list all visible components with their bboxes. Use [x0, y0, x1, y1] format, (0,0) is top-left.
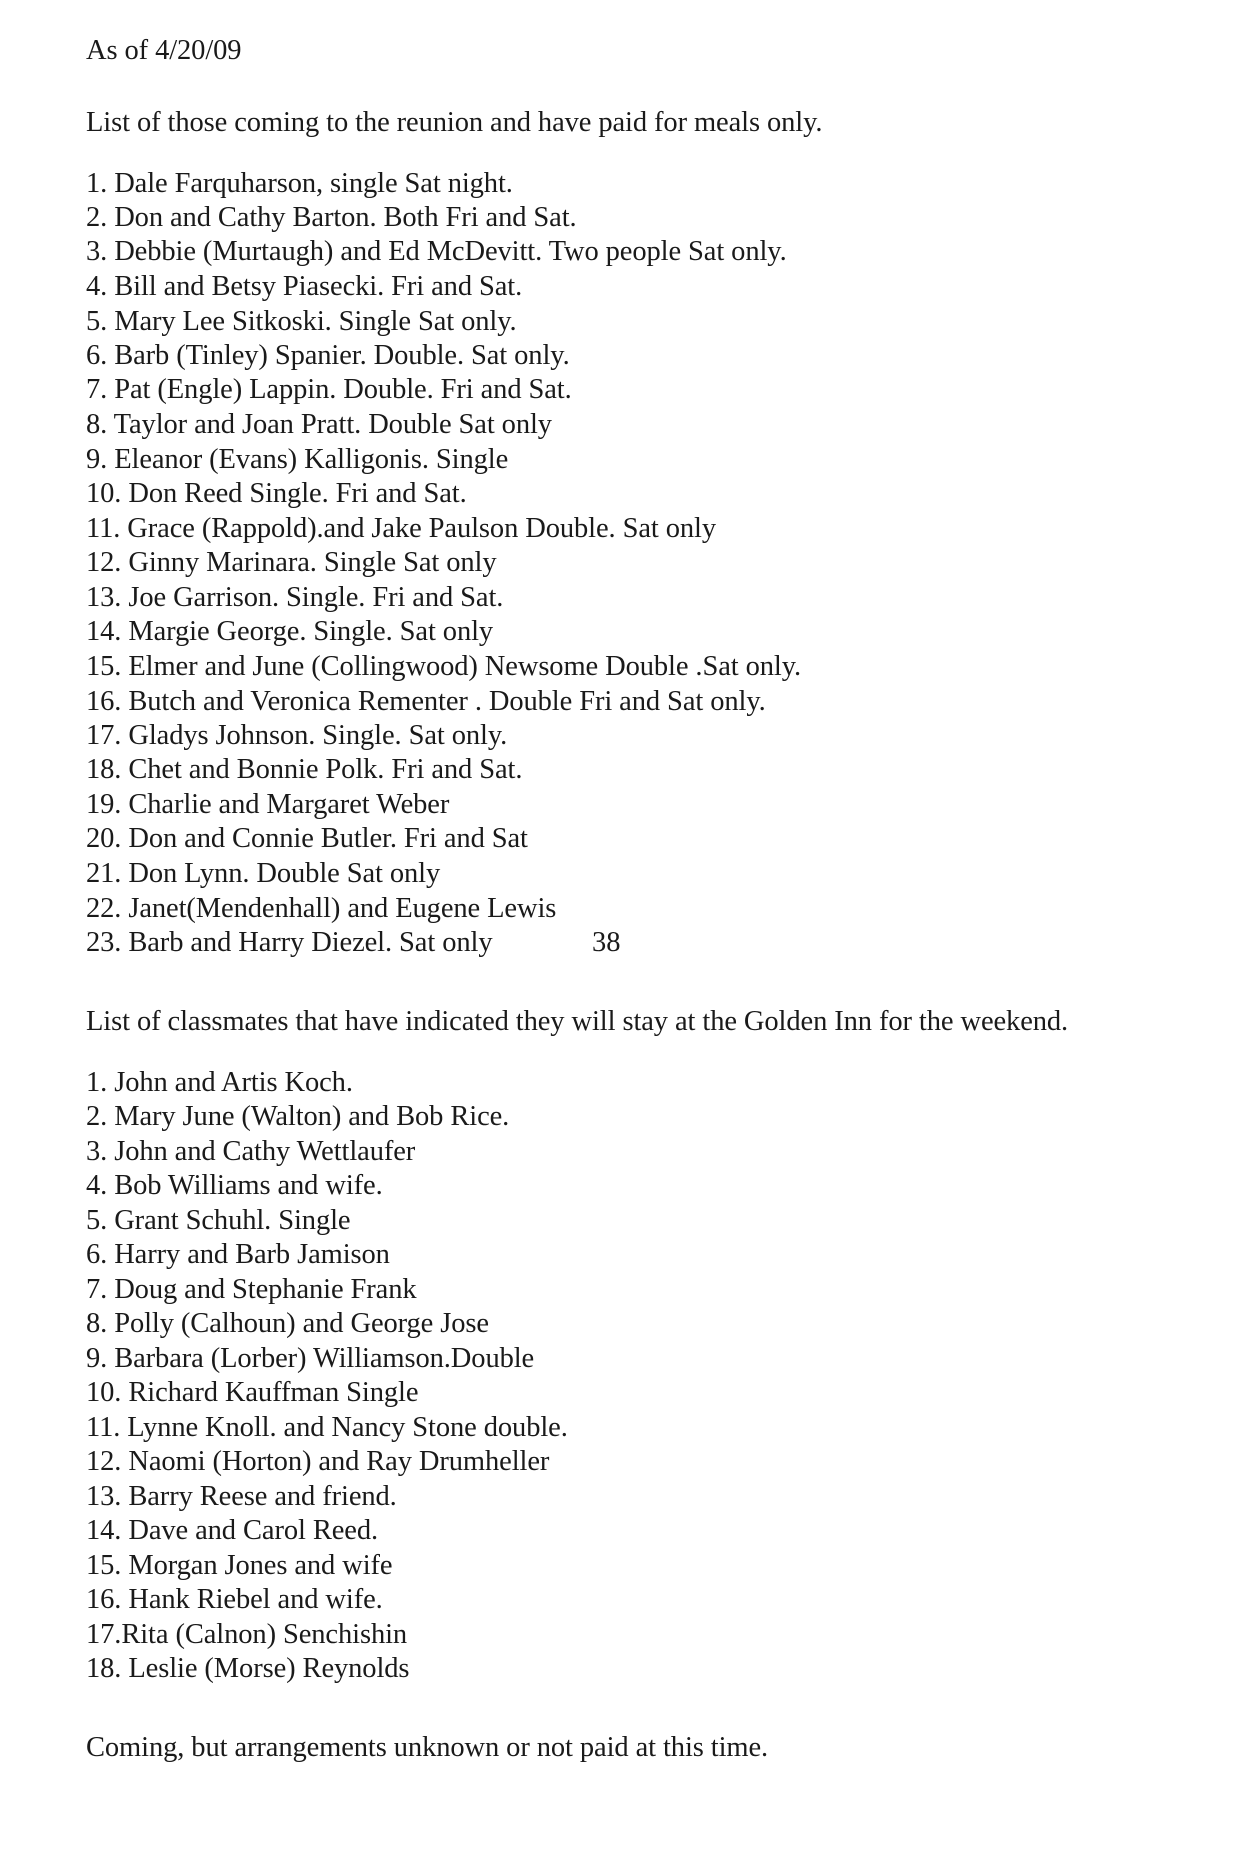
list-item: 6. Barb (Tinley) Spanier. Double. Sat only.: [86, 340, 570, 371]
list-item: 15. Morgan Jones and wife: [86, 1550, 393, 1581]
list-item: 13. Barry Reese and friend.: [86, 1481, 397, 1512]
golden-inn-heading: List of classmates that have indicated they will stay at the Golden Inn for the weekend.: [86, 1006, 1069, 1037]
list-item: 18. Leslie (Morse) Reynolds: [86, 1653, 410, 1684]
list-item: 5. Grant Schuhl. Single: [86, 1205, 351, 1236]
list-item: 18. Chet and Bonnie Polk. Fri and Sat.: [86, 754, 523, 785]
list-item: 14. Dave and Carol Reed.: [86, 1515, 379, 1546]
list-item: 16. Hank Riebel and wife.: [86, 1584, 383, 1615]
list-item: 2. Don and Cathy Barton. Both Fri and Sat.: [86, 202, 577, 233]
date-line: As of 4/20/09: [86, 35, 242, 66]
list-item: 9. Eleanor (Evans) Kalligonis. Single: [86, 444, 509, 475]
list-item: 21. Don Lynn. Double Sat only: [86, 858, 441, 889]
list-item: 3. Debbie (Murtaugh) and Ed McDevitt. Two people Sat only.: [86, 236, 787, 267]
list-item: 16. Butch and Veronica Rementer . Double Fri and Sat only.: [86, 686, 766, 717]
list-item: 1. Dale Farquharson, single Sat night.: [86, 168, 513, 199]
list-item: 2. Mary June (Walton) and Bob Rice.: [86, 1101, 510, 1132]
list-item: 17.Rita (Calnon) Senchishin: [86, 1619, 408, 1650]
list-item: 11. Lynne Knoll. and Nancy Stone double.: [86, 1412, 568, 1443]
list-item: 4. Bill and Betsy Piasecki. Fri and Sat.: [86, 271, 523, 302]
list-item: 8. Polly (Calhoun) and George Jose: [86, 1308, 489, 1339]
list-item: 14. Margie George. Single. Sat only: [86, 616, 494, 647]
list-item: 4. Bob Williams and wife.: [86, 1170, 383, 1201]
list-item: 19. Charlie and Margaret Weber: [86, 789, 450, 820]
unknown-heading: Coming, but arrangements unknown or not paid at this time.: [86, 1732, 769, 1763]
list-item: 12. Naomi (Horton) and Ray Drumheller: [86, 1446, 550, 1477]
list-item: 5. Mary Lee Sitkoski. Single Sat only.: [86, 306, 517, 337]
list-item: 3. John and Cathy Wettlaufer: [86, 1136, 416, 1167]
list-item: 11. Grace (Rappold).and Jake Paulson Double. Sat only: [86, 513, 717, 544]
list-item: 10. Richard Kauffman Single: [86, 1377, 419, 1408]
list-item: 7. Doug and Stephanie Frank: [86, 1274, 417, 1305]
list-item: 15. Elmer and June (Collingwood) Newsome Double .Sat only.: [86, 651, 802, 682]
meals-total-count: 38: [592, 927, 621, 958]
list-item: 22. Janet(Mendenhall) and Eugene Lewis: [86, 893, 557, 924]
list-item: 10. Don Reed Single. Fri and Sat.: [86, 478, 467, 509]
list-item: 23. Barb and Harry Diezel. Sat only: [86, 927, 493, 958]
list-item: 6. Harry and Barb Jamison: [86, 1239, 390, 1270]
list-item: 17. Gladys Johnson. Single. Sat only.: [86, 720, 508, 751]
list-item: 20. Don and Connie Butler. Fri and Sat: [86, 823, 528, 854]
list-item: 12. Ginny Marinara. Single Sat only: [86, 547, 497, 578]
meals-heading: List of those coming to the reunion and have paid for meals only.: [86, 107, 823, 138]
list-item: 8. Taylor and Joan Pratt. Double Sat only: [86, 409, 552, 440]
list-item: 13. Joe Garrison. Single. Fri and Sat.: [86, 582, 504, 613]
list-item: 1. John and Artis Koch.: [86, 1067, 353, 1098]
list-item: 9. Barbara (Lorber) Williamson.Double: [86, 1343, 535, 1374]
list-item: 7. Pat (Engle) Lappin. Double. Fri and Sat.: [86, 374, 572, 405]
